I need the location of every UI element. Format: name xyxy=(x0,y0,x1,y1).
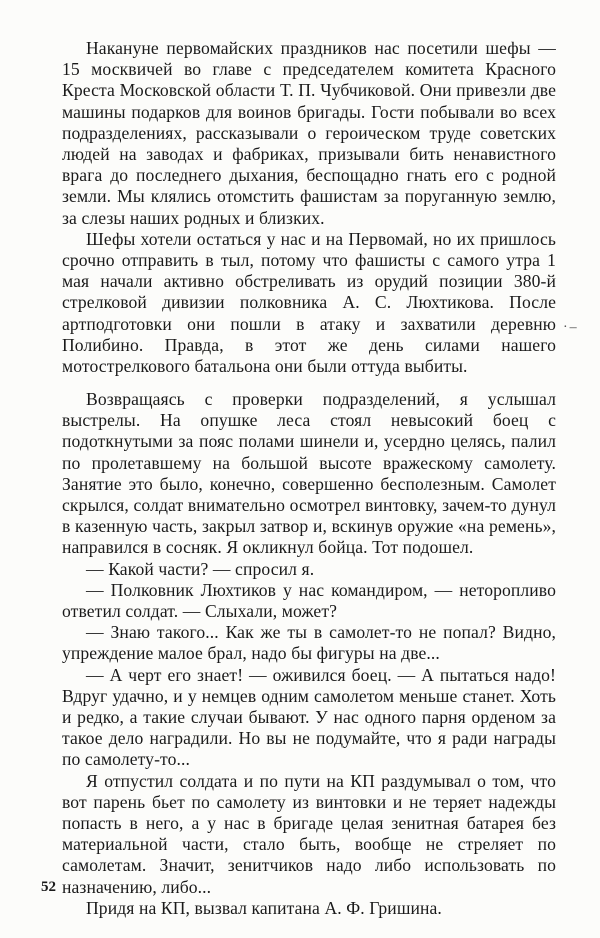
paragraph: Возвращаясь с проверки подразделений, я услышал выстрелы. На опушке леса стоял невысокий боец с подоткнутыми за пояс полами шинели и, усердно целясь, палил по пролетавшему на большой высоте вражескому самолету. Занятие это было, конечно, совершенно бесполезным. Самолет скрылся, солдат внимательно осмотрел винтовку, зачем-то дунул в казенную часть, закрыл затвор и, вскинув оружие «на ремень», направился в сосняк. Я окликнул бойца. Тот подошел. xyxy=(62,389,556,558)
dialogue-line: — Полковник Люхтиков у нас командиром, — неторопливо ответил солдат. — Слыхали, может? xyxy=(62,579,556,622)
dialogue-line: — А черт его знает! — оживился боец. — А пытаться надо! Вдруг удачно, и у немцев одним самолетом меньше станет. Хоть и редко, а такие случаи бывают. У нас одного парня орденом за такое дело наградили. Но вы не подумайте, что я ради награды по самолету-то... xyxy=(62,664,556,770)
dialogue-line: — Какой части? — спросил я. xyxy=(86,558,315,579)
margin-mark: ·– xyxy=(563,320,579,335)
text-section-one xyxy=(62,38,556,377)
page-number: 52 xyxy=(41,879,56,895)
paragraph: Шефы хотели остаться у нас и на Первомай, но их пришлось срочно отправить в тыл, потому что фашисты с самого утра 1 мая начали активно обстреливать из орудий позиции 380-й стрелковой дивизии полковника А. С. Люхтикова. После артподготовки они пошли в атаку и захватили деревню Полибино. Правда, в этот же день силами нашего мотострелкового батальона они были оттуда выбиты. xyxy=(62,228,556,377)
paragraph: Я отпустил солдата и по пути на КП раздумывал о том, что вот парень бьет по самолету из винтовки и не теряет надежды попасть в него, а у нас в бригаде целая зенитная батарея без материальной части, стало быть, вообще не стреляет по самолетам. Значит, зенитчиков надо либо использовать по назначению, либо... xyxy=(62,770,556,897)
dialogue-line: — Знаю такого... Как же ты в самолет-то не попал? Видно, упреждение малое брал, надо бы фигуры на две... xyxy=(62,622,556,664)
paragraph: Накануне первомайских праздников нас посетили шефы — 15 москвичей во главе с председателем комитета Красного Креста Московской области Т. П. Чубчиковой. Они привезли две машины подарков для воинов бригады. Гости побывали во всех подразделениях, рассказывали о героическом труде советских людей на заводах и фабриках, призывали бить ненавистного врага до последнего дыхания, беспощадно гнать его с родной земли. Мы клялись отомстить фашистам за поруганную землю, за слезы наших родных и близких. xyxy=(62,38,556,228)
paragraph: Придя на КП, вызвал капитана А. Ф. Гришина. xyxy=(86,897,442,918)
text-section-two xyxy=(62,389,556,919)
